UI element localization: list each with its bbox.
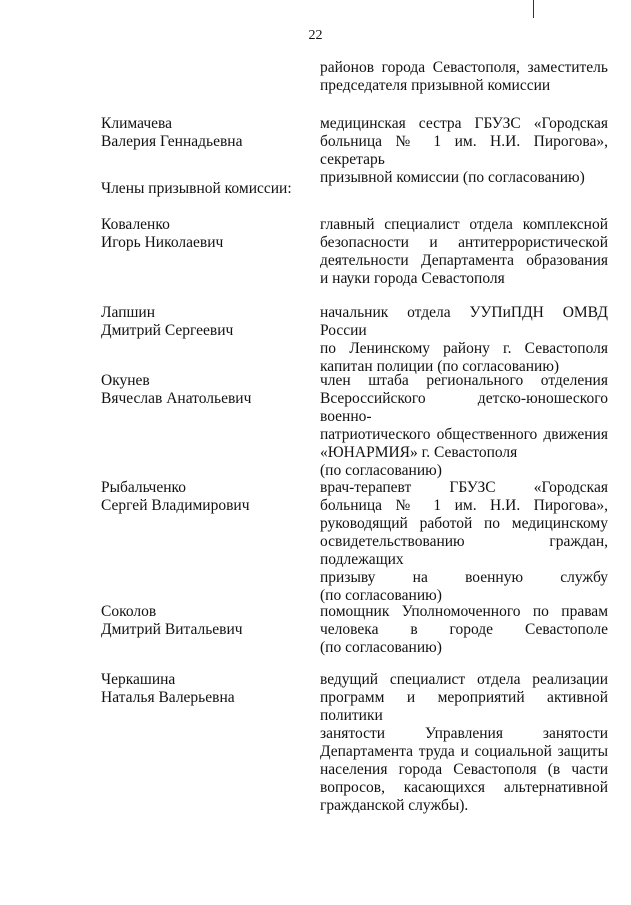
role-line: член штаба регионального отделения [320,372,608,389]
member-name-kovalenko [101,216,223,252]
role-line: начальник отдела УУПиПДН ОМВД России [320,304,608,339]
scan-edge-mark [533,0,534,18]
role-line: ведущий специалист отдела реализации [320,671,608,688]
role-line: призыву на военную службу [320,569,608,586]
surname: Лапшин [101,304,156,321]
role-line: программ и мероприятий активной политики [320,689,608,724]
role-line: врач-терапевт ГБУЗС «Городская [320,479,608,496]
role-line: гражданской службы). [320,797,469,814]
role-line: председателя призывной комиссии [320,77,551,94]
members-heading: Члены призывной комиссии: [101,180,292,197]
role-line: капитан полиции (по согласованию) [320,358,560,375]
surname: Рыбальченко [101,479,187,496]
given-names: Валерия Геннадьевна [101,133,243,150]
role-line: освидетельствованию граждан, подлежащих [320,533,608,568]
role-line: (по согласованию) [320,639,442,656]
role-line: по Ленинскому району г. Севастополя [320,340,608,357]
role-line: (по согласованию) [320,462,442,479]
surname: Соколов [101,603,157,620]
role-line: медицинская сестра ГБУЗС «Городская [320,115,608,132]
member-role-kovalenko [320,216,608,288]
role-line: и науки города Севастополя [320,270,505,287]
role-line: руководящий работой по медицинскому [320,515,608,532]
given-names: Игорь Николаевич [101,234,224,251]
page-number: 22 [308,28,323,43]
surname: Черкашина [101,671,176,688]
member-name-rybalchenko [101,479,250,515]
role-line: больница № 1 им. Н.И. Пирогова», [320,497,608,514]
role-line: Департамента труда и социальной защиты [320,743,608,760]
role-line: занятости Управления занятости [320,725,608,742]
member-name-sokolov [101,603,243,639]
member-role-rybalchenko [320,479,608,605]
role-line: безопасности и антитеррористической [320,234,608,251]
role-line: вопросов, касающихся альтернативной [320,779,608,796]
role-line: патриотического общественного движения [320,426,608,443]
role-line: Всероссийского детско-юношеского военно- [320,390,608,425]
role-line: помощник Уполномоченного по правам [320,603,608,620]
given-names: Вячеслав Анатольевич [101,390,252,407]
given-names: Наталья Валерьевна [101,689,235,706]
role-line: населения города Севастополя (в части [320,761,608,778]
member-role-klimacheva [320,115,608,187]
member-name-cherkashina [101,671,235,707]
surname: Окунев [101,372,150,389]
member-name-lapshin [101,304,233,340]
role-line: больница № 1 им. Н.И. Пирогова», секретарь [320,133,608,168]
role-line: районов города Севастополя, заместитель [320,59,608,76]
role-text-continuation [320,59,608,95]
role-line: (по согласованию) [320,587,442,604]
role-line: «ЮНАРМИЯ» г. Севастополя [320,444,518,461]
member-role-lapshin [320,304,608,376]
surname: Коваленко [101,216,170,233]
member-role-okunev [320,372,608,480]
given-names: Дмитрий Витальевич [101,621,243,638]
member-role-sokolov [320,603,608,657]
member-name-okunev [101,372,251,408]
member-role-cherkashina [320,671,608,815]
given-names: Сергей Владимирович [101,497,250,514]
role-line: призывной комиссии (по согласованию) [320,169,585,186]
surname: Климачева [101,115,172,132]
member-name-klimacheva [101,115,242,151]
role-line: человека в городе Севастополе [320,621,608,638]
role-line: деятельности Департамента образования [320,252,608,269]
given-names: Дмитрий Сергеевич [101,322,234,339]
role-line: главный специалист отдела комплексной [320,216,608,233]
